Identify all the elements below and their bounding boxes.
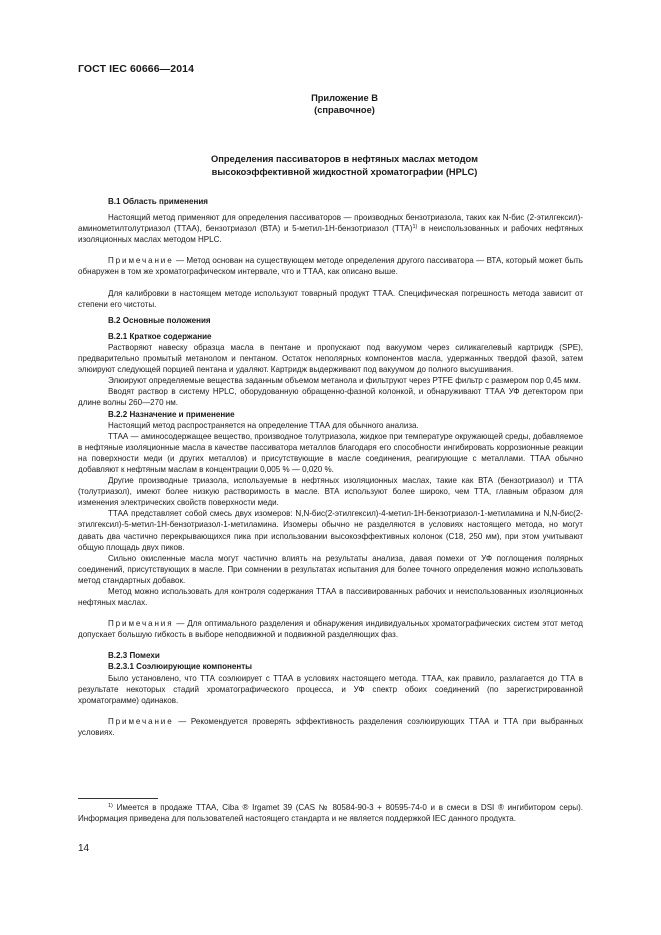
footnote-mark: 1)	[108, 803, 113, 809]
paragraph: Было установлено, что ТТА соэлюирует с ТТАА в условиях настоящего метода. ТТАА, как правило, разлагается до ТТА в результате некоторых стадий хроматографического процесса, и УФ спектр обоих соединений (по зарегистрированной хроматограмме) одинаков.	[78, 673, 583, 705]
paragraph: Метод можно использовать для контроля содержания ТТАА в пассивированных рабочих и неиспользованных изоляционных нефтяных маслах.	[78, 587, 583, 608]
section-heading-b1: В.1 Область применения	[108, 197, 208, 206]
annex-title: Приложение В	[311, 93, 378, 103]
note	[78, 618, 583, 640]
paragraph	[78, 212, 583, 245]
subsection-heading-b231: В.2.3.1 Соэлюирующие компоненты	[108, 662, 253, 672]
note-text: — Рекомендуется проверять эффективность разделения соэлюирующих ТТАА и ТТА при выбранных условиях.	[78, 716, 583, 737]
paragraph: Другие производные триазола, используемые в нефтяных изоляционных маслах, такие как ВТА (бензотриазол) и ТТА (толутриазол), имеют более низкую растворимость в масле. ВТА используют более широко, чем ТТА, главным образом для изменения электрических свойств поверхности меди.	[78, 476, 583, 508]
note-label: Примечания	[108, 619, 174, 629]
main-content	[78, 196, 583, 738]
standard-header: ГОСТ IEC 60666—2014	[78, 63, 195, 75]
footnote-text: Имеется в продаже ТТАА, Ciba ® Irgamet 39 (CAS № 80584-90-3 + 80595-74-0 и в смеси в DSI ® ингибитором серы). Информация приведена для пользователей настоящего стандарта и не является поддержкой IEC данного продукта.	[78, 803, 583, 823]
page-number: 14	[78, 843, 90, 854]
note	[78, 716, 583, 738]
paragraph-text: Настоящий метод применяют для определения пассиваторов — производных бензотриазола, таких как N-бис (2-этилгексил)-аминометилтолутриазол (ТТАА), бензотриазол (ВТА) и 5-метил-1Н-бензотриазол (ТТА)	[78, 213, 583, 234]
title-line-1: Определения пассиваторов в нефтяных маслах методом	[211, 154, 478, 164]
subsection-heading-b23: В.2.3 Помехи	[108, 651, 160, 661]
paragraph: Вводят раствор в систему HPLC, оборудованную обращенно-фазной колонкой, и обнаруживают ТТАА УФ детектором при длине волны 260—270 нм.	[78, 387, 583, 408]
document-title	[0, 153, 661, 179]
annex-heading	[0, 92, 661, 116]
note-label: Примечание	[108, 256, 174, 266]
paragraph: Настоящий метод распространяется на определение ТТАА для обычного анализа.	[108, 420, 419, 430]
subsection-heading-b21: В.2.1 Краткое содержание	[108, 331, 212, 341]
footnote-ref[interactable]: 1)	[412, 224, 418, 231]
annex-status: (справочное)	[314, 105, 375, 115]
note	[78, 255, 583, 277]
paragraph: Растворяют навеску образца масла в пентане и пропускают под вакуумом через силикагелевый картридж (SPE), предварительно промытый метанолом и пентаном. Остаток неполярных компонентов масла, удержанных твердой фазой, затем элюируют следующей порцией пентана и удаляют. Картридж выдерживают под вакуумом до полного высушивания.	[78, 342, 583, 375]
note-text: — Для оптимального разделения и обнаружения индивидуальных хроматографических систем этот метод допускает большую гибкость в выборе неподвижной и подвижной разделяющих фаз.	[78, 619, 583, 640]
paragraph: Элюируют определяемые вещества заданным объемом метанола и фильтруют через PTFE фильтр с размером пор 0,45 мкм.	[108, 376, 581, 386]
paragraph-text: в неиспользованных и рабочих нефтяных изоляционных маслах методом HPLC.	[78, 224, 583, 245]
note-text: — Метод основан на существующем методе определения другого пассиватора — ВТА, который может быть обнаружен в том же хроматографическом интервале, что и ТТАА, как описано выше.	[78, 256, 583, 277]
footnote-divider	[78, 798, 158, 799]
paragraph: Сильно окисленные масла могут частично влиять на результаты анализа, давая помехи от УФ поглощения полярных соединений, присутствующих в масле. При сомнении в результатах испытания для более точного определения можно использовать метод стандартных добавок.	[78, 553, 583, 585]
paragraph: ТТАА представляет собой смесь двух изомеров: N,N-бис(2-этилгексил)-4-метил-1Н-бензотриазол-1-метиламина и N,N-бис(2-этилгексил)-5-метил-1Н-бензотриазол-1-метиламина. Изомеры обычно не разделяются в условиях настоящего метода, но могут давать два частично перекрывающихся пика при использовании высокоэффективных колонок (С18, 250 мм), при этом учитывают общую площадь двух пиков.	[78, 509, 583, 552]
subsection-heading-b22: В.2.2 Назначение и применение	[108, 409, 235, 419]
title-line-2: высокоэффективной жидкостной хроматографии (HPLC)	[211, 167, 478, 177]
section-heading-b2: В.2 Основные положения	[108, 315, 211, 325]
paragraph: Для калибровки в настоящем методе используют товарный продукт ТТАА. Специфическая погрешность метода зависит от степени его чистоты.	[78, 288, 583, 309]
footnote	[78, 802, 583, 824]
paragraph: ТТАА — аминосодержащее вещество, производное толутриазола, жидкое при температуре окружающей среды, добавляемое в нефтяные изоляционные масла в качестве пассиватора металлов благодаря его способности ингибировать коррозионные реакции на поверхности меди (и других металлов) и присутствующие в масле соединения, реагирующие с металлами. ТТАА обычно добавляют к нефтяным маслам в концентрации 0,005 % — 0,020 %.	[78, 431, 583, 474]
note-label: Примечание	[108, 716, 174, 726]
